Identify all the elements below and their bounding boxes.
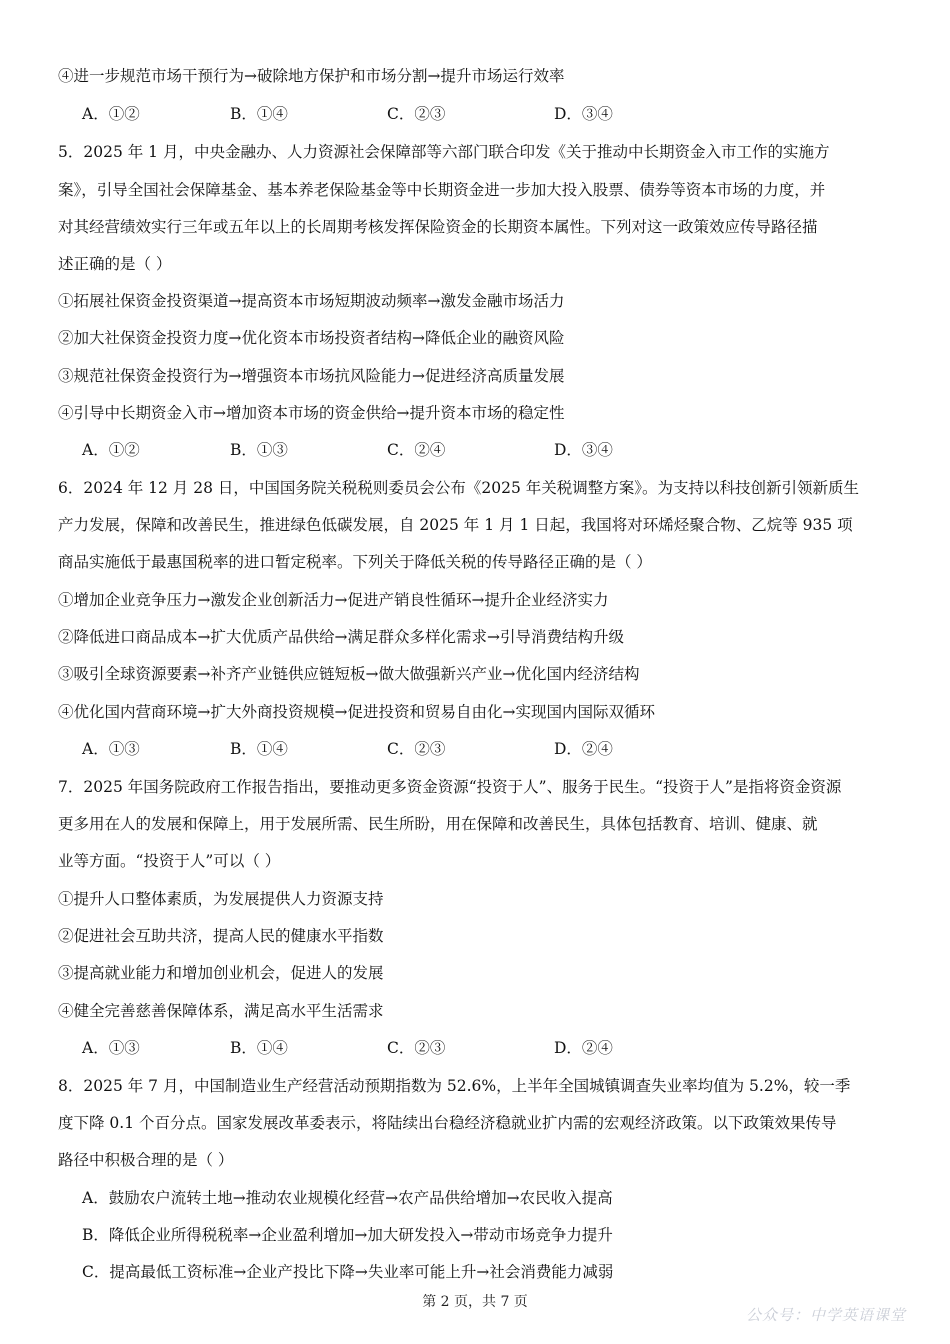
q4-option-b: B．①④ xyxy=(230,105,288,123)
q7-item-1: ①提升人口整体素质，为发展提供人力资源支持 xyxy=(58,890,384,908)
q7-stem-line: 7．2025 年国务院政府工作报告指出，要推动更多资金资源“投资于人”、服务于民生。“投资于人”是指将资金资源 xyxy=(58,778,842,796)
q7-item-2: ②促进社会互助共济，提高人民的健康水平指数 xyxy=(58,927,384,945)
q6-option-b: B．①④ xyxy=(230,740,288,758)
q5-item-3: ③规范社保资金投资行为→增强资本市场抗风险能力→促进经济高质量发展 xyxy=(58,367,565,385)
q4-item-4: ④进一步规范市场干预行为→破除地方保护和市场分割→提升市场运行效率 xyxy=(58,67,565,85)
q7-option-a: A．①③ xyxy=(82,1039,140,1057)
q5-stem-line: 述正确的是（ ） xyxy=(58,255,172,273)
q8-choice-b: B．降低企业所得税税率→企业盈利增加→加大研发投入→带动市场竞争力提升 xyxy=(82,1226,613,1244)
q8-stem-line: 度下降 0.1 个百分点。国家发展改革委表示，将陆续出台稳经济稳就业扩内需的宏观经济政策。以下政策效果传导 xyxy=(58,1114,837,1132)
q6-item-2: ②降低进口商品成本→扩大优质产品供给→满足群众多样化需求→引导消费结构升级 xyxy=(58,628,624,646)
q4-option-a: A．①② xyxy=(82,105,140,123)
q5-stem-line: 对其经营绩效实行三年或五年以上的长周期考核发挥保险资金的长期资本属性。下列对这一政策效应传导路径描 xyxy=(58,218,818,236)
q7-option-d: D．②④ xyxy=(554,1039,613,1057)
q5-option-c: C．②④ xyxy=(387,441,446,459)
q5-stem-line: 案》，引导全国社会保障基金、基本养老保险基金等中长期资金进一步加大投入股票、债券等资本市场的力度，并 xyxy=(58,181,826,199)
q7-option-b: B．①④ xyxy=(230,1039,288,1057)
q6-item-4: ④优化国内营商环境→扩大外商投资规模→促进投资和贸易自由化→实现国内国际双循环 xyxy=(58,703,655,721)
q8-stem-line: 路径中积极合理的是（ ） xyxy=(58,1151,234,1169)
q8-choice-c: C．提高最低工资标准→企业产投比下降→失业率可能上升→社会消费能力减弱 xyxy=(82,1263,614,1281)
q6-stem-line: 商品实施低于最惠国税率的进口暂定税率。下列关于降低关税的传导路径正确的是（ ） xyxy=(58,553,652,571)
q6-item-1: ①增加企业竞争压力→激发企业创新活力→促进产销良性循环→提升企业经济实力 xyxy=(58,591,609,609)
q6-option-d: D．②④ xyxy=(554,740,613,758)
page-number: 第 2 页，共 7 页 xyxy=(422,1294,528,1310)
q7-item-4: ④健全完善慈善保障体系，满足高水平生活需求 xyxy=(58,1002,384,1020)
q6-item-3: ③吸引全球资源要素→补齐产业链供应链短板→做大做强新兴产业→优化国内经济结构 xyxy=(58,665,640,683)
q6-option-a: A．①③ xyxy=(82,740,140,758)
q4-option-c: C．②③ xyxy=(387,105,446,123)
q5-item-4: ④引导中长期资金入市→增加资本市场的资金供给→提升资本市场的稳定性 xyxy=(58,404,565,422)
watermark: 公众号：中学英语课堂 xyxy=(745,1306,906,1324)
q5-item-1: ①拓展社保资金投资渠道→提高资本市场短期波动频率→激发金融市场活力 xyxy=(58,292,565,310)
q8-choice-a: A．鼓励农户流转土地→推动农业规模化经营→农产品供给增加→农民收入提高 xyxy=(82,1189,613,1207)
q7-stem-line: 业等方面。“投资于人”可以（ ） xyxy=(58,852,281,870)
q6-stem-line: 6．2024 年 12 月 28 日，中国国务院关税税则委员会公布《2025 年关税调整方案》。为支持以科技创新引领新质生 xyxy=(58,479,860,497)
q6-option-c: C．②③ xyxy=(387,740,446,758)
q5-option-a: A．①② xyxy=(82,441,140,459)
q4-option-d: D．③④ xyxy=(554,105,613,123)
q5-option-d: D．③④ xyxy=(554,441,613,459)
q8-stem-line: 8．2025 年 7 月，中国制造业生产经营活动预期指数为 52.6%，上半年全国城镇调查失业率均值为 5.2%，较一季 xyxy=(58,1077,851,1095)
q7-stem-line: 更多用在人的发展和保障上，用于发展所需、民生所盼，用在保障和改善民生，具体包括教育、培训、健康、就 xyxy=(58,815,818,833)
q5-item-2: ②加大社保资金投资力度→优化资本市场投资者结构→降低企业的融资风险 xyxy=(58,329,565,347)
q5-stem-line: 5．2025 年 1 月，中央金融办、人力资源社会保障部等六部门联合印发《关于推动中长期资金入市工作的实施方 xyxy=(58,143,830,161)
q7-option-c: C．②③ xyxy=(387,1039,446,1057)
q7-item-3: ③提高就业能力和增加创业机会，促进人的发展 xyxy=(58,964,384,982)
q6-stem-line: 产力发展，保障和改善民生，推进绿色低碳发展，自 2025 年 1 月 1 日起，我国将对环烯烃聚合物、乙烷等 935 项 xyxy=(58,516,853,534)
q5-option-b: B．①③ xyxy=(230,441,288,459)
